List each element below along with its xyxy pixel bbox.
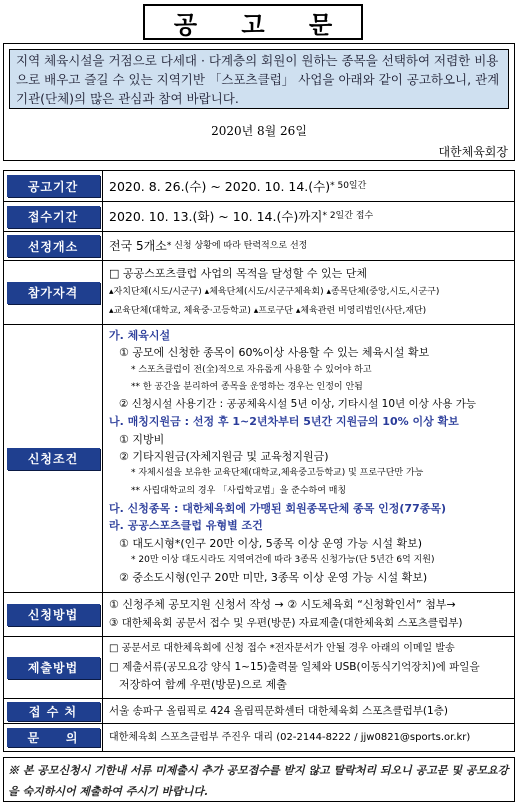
conditions-line: ② 중소도시형(인구 20만 미만, 3종목 이상 운영 가능 시설 확보) [119, 571, 428, 585]
apply-method-line-1: ① 신청주체 공모지원 신청서 작성 → ② 시도체육회 “신청확인서” 첨부→ [109, 598, 456, 611]
conditions-line: ② 기타지원금(자체지원금 및 교육청지원금) [119, 450, 329, 464]
label-selection-count: 선정개소 [7, 235, 100, 257]
row-apply-method [4, 593, 514, 637]
conditions-line: 다. 신청종목 : 대한체육회에 가맹된 회원종목단체 종목 인정(77종목) [109, 501, 447, 515]
row-participants [4, 261, 514, 325]
row-contact [4, 724, 514, 751]
conditions-line: 나. 매칭지원금 : 선정 후 1~2년차부터 5년간 지원금의 10% 이상 확보 [109, 415, 459, 429]
label-participants: 참가자격 [7, 282, 100, 304]
label-submit-method: 제출방법 [7, 657, 100, 679]
conditions-line: * 자체시설을 보유한 교육단체(대학교,체육중고등학교) 및 프로구단만 가능 [131, 468, 424, 479]
title-box [143, 4, 363, 40]
conditions-line: * 스포츠클럽이 전(全)적으로 자유롭게 사용할 수 있어야 하고 [131, 364, 372, 375]
conditions-line: 라. 공공스포츠클럽 유형별 조건 [109, 519, 263, 533]
notice-section [3, 43, 515, 161]
participants-line-3: ▴교육단체(대학교, 체육중·고등학교) ▴프로구단 ▴체육관련 비영리법인(사단,재단) [109, 306, 427, 316]
organization-name: 대한체육회장 [438, 145, 508, 159]
notice-text: 지역 체육시설을 거점으로 다세대 · 다계층의 회원이 원하는 종목을 선택하여 저렴한 비용으로 배우고 즐길 수 있는 지역기반 「스포츠클럽」 사업을 아래와 같이 공고하오니, 관계기관(단체)의 많은 관심과 참여 바랍니다. [9, 49, 509, 109]
page-title: 공 고 문 [173, 10, 351, 39]
reception-place-value: 서울 송파구 올림픽로 424 올림픽문화센터 대한체육회 스포츠클럽부(1층) [109, 704, 448, 717]
label-apply-method: 신청방법 [7, 604, 100, 626]
conditions-line: ** 사립대학교의 경우 「사립학교법」을 준수하여 매칭 [131, 485, 347, 496]
info-table [3, 170, 515, 752]
conditions-line: ** 한 공간을 분리하여 종목을 운영하는 경우는 인정이 안됨 [131, 381, 363, 392]
label-contact: 문 의 [7, 728, 100, 747]
row-announce-period [4, 171, 514, 202]
participants-line-2: ▴자치단체(시도/시군구) ▴체육단체(시도/시군구체육회) ▴종목단체(중앙,시도,시군구) [109, 287, 440, 297]
submit-method-line-2: □ 제출서류(공모요강 양식 1~15)출력물 일체와 USB(이동식기억장치)에 파일을 [109, 661, 480, 673]
submit-method-line-3: 저장하여 함께 우편(방문)으로 제출 [119, 678, 287, 691]
row-submit-method [4, 637, 514, 699]
label-receipt-period: 접수기간 [7, 206, 100, 228]
apply-method-line-2: ③ 대한체육회 공문서 접수 및 우편(방문) 자료제출(대한체육회 스포츠클럽부) [109, 617, 463, 629]
conditions-line: 가. 체육시설 [109, 329, 171, 342]
label-conditions: 신청조건 [7, 448, 100, 470]
conditions-line: ① 지방비 [119, 432, 165, 446]
row-reception-place [4, 699, 514, 724]
conditions-line: ① 대도시형*(인구 20만 이상, 5종목 이상 운영 가능 시설 확보) [119, 536, 423, 550]
row-conditions [4, 325, 514, 593]
announce-period-value: 2020. 8. 26.(수) ~ 2020. 10. 14.(수) [109, 178, 331, 194]
selection-count-value: 전국 5개소 [109, 238, 167, 253]
submit-method-line-1: □ 공문서로 대한체육회에 신청 접수 *전자문서가 안될 경우 아래의 이메일 발송 [109, 643, 455, 654]
receipt-period-note: * 2일간 접수 [322, 211, 374, 221]
conditions-line: ② 신청시설 사용기간 : 공공체육시설 5년 이상, 기타시설 10년 이상 사용 가능 [119, 398, 477, 411]
label-announce-period: 공고기간 [7, 175, 100, 197]
conditions-line: * 20만 이상 대도시라도 지역여건에 따라 3종목 신청가능(단 5년간 6억 지원) [131, 554, 435, 565]
notice-date: 2020년 8월 26일 [211, 124, 307, 138]
label-reception-place: 접 수 처 [7, 702, 100, 721]
announce-period-note: * 50일간 [330, 180, 367, 191]
selection-count-note: * 신청 상황에 따라 탄력적으로 선정 [166, 240, 308, 251]
participants-line-1: □ 공공스포츠클럽 사업의 목적을 달성할 수 있는 단체 [109, 267, 368, 280]
conditions-line: ① 공모에 신청한 종목이 60%이상 사용할 수 있는 체육시설 확보 [119, 346, 430, 360]
contact-value: 대한체육회 스포츠클럽부 주진우 대리 (02-2144-8222 / jjw0821@sports.or.kr) [109, 732, 471, 743]
footer-notice: ※ 본 공모신청시 기한내 서류 미제출시 추가 공모접수를 받지 않고 탈락처리 되오니 공고문 및 공모요강을 숙지하시어 제출하여 주시기 바랍니다. [3, 757, 515, 802]
row-selection-count [4, 232, 514, 261]
row-receipt-period [4, 202, 514, 232]
receipt-period-value: 2020. 10. 13.(화) ~ 10. 14.(수)까지 [109, 209, 323, 224]
